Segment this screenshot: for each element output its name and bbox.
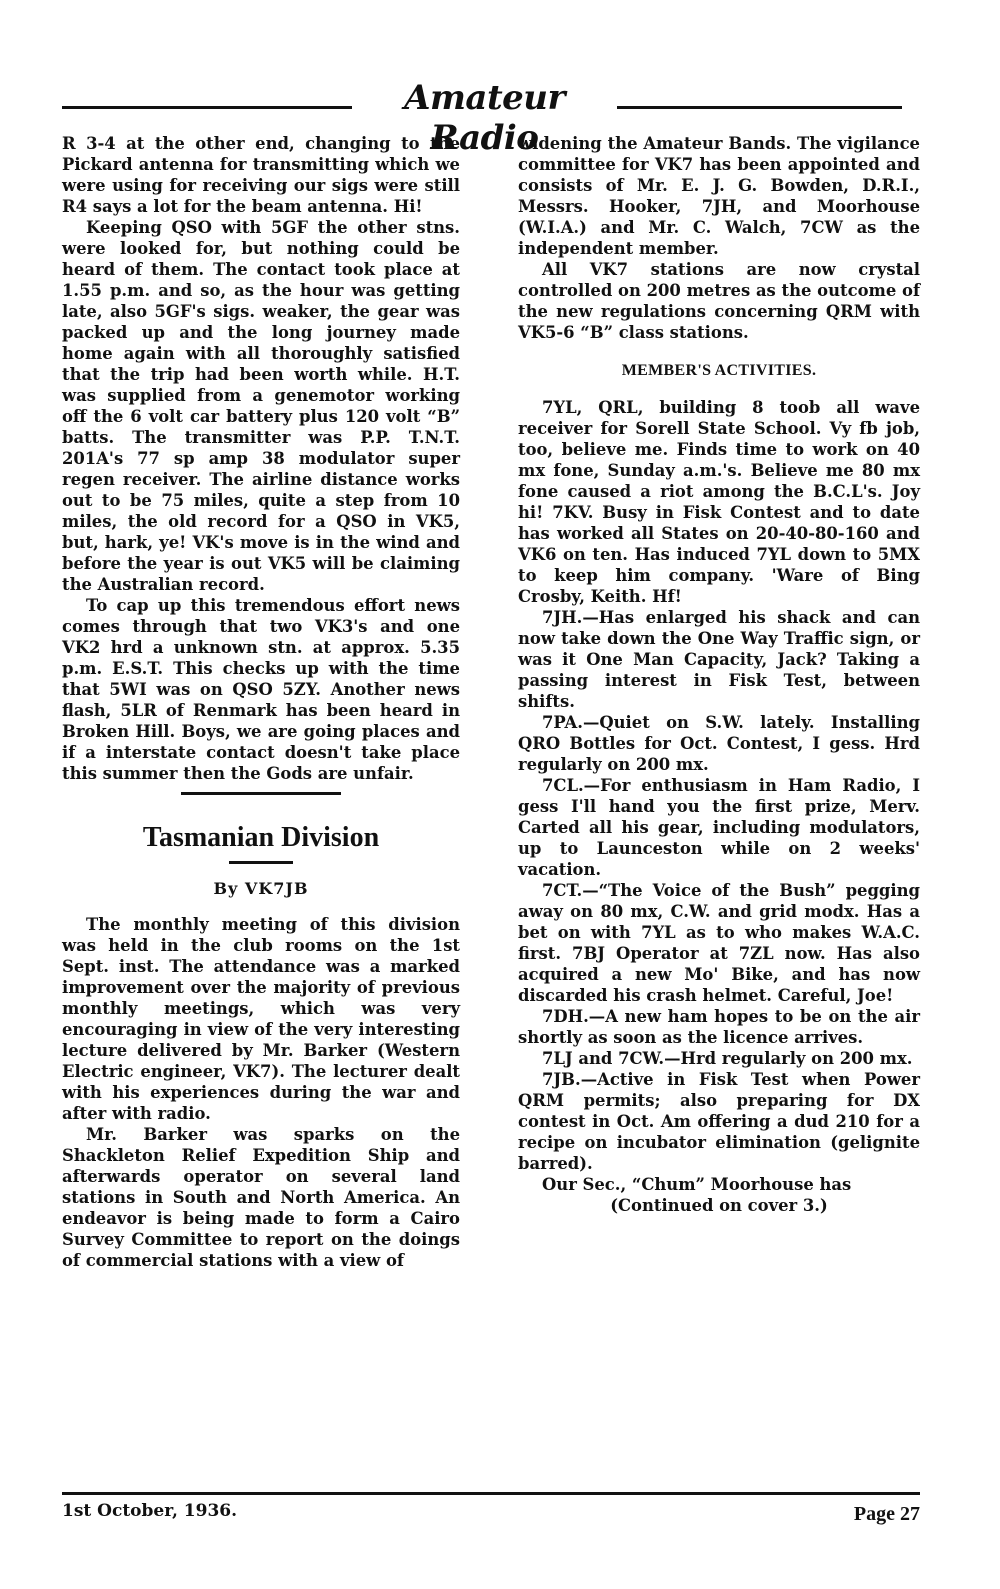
paragraph: 7PA.—Quiet on S.W. lately. Installing QRO Bottles for Oct. Contest, I gess. Hrd regularly on 200 mx. xyxy=(518,713,920,774)
footer-rule xyxy=(62,1492,920,1495)
paragraph: 7LJ and 7CW.—Hrd regularly on 200 mx. xyxy=(542,1049,913,1068)
paragraph: 7YL, QRL, building 8 toob all wave receiver for Sorell State School. Vy fb job, too, believe me. Finds time to work on 40 mx fone, Sunday a.m.'s. Believe me 80 mx fone caused a riot among the B.C.L's. Joy hi! 7KV. Busy in Fisk Contest and to date has worked all States on 20-40-80-160 and VK6 on ten. Has induced 7YL down to 5MX to keep him company. 'Ware of Bing Crosby, Keith. Hf! xyxy=(518,398,920,606)
paragraph: widening the Amateur Bands. The vigilance committee for VK7 has been appointed and consists of Mr. E. J. G. Bowden, D.R.I., Messrs. Hooker, 7JH, and Moorhouse (W.I.A.) and Mr. C. Walch, 7CW as the independent member. xyxy=(518,134,920,258)
section-divider xyxy=(181,792,341,795)
left-column xyxy=(62,133,460,1271)
paragraph: 7CT.—“The Voice of the Bush” pegging away on 80 mx, C.W. and grid modx. Has a bet on with 7YL as to who makes W.A.C. first. 7BJ Operator at 7ZL now. Has also acquired a new Mo' Bike, and has now discarded his crash helmet. Careful, Joe! xyxy=(518,881,920,1005)
paragraph: 7DH.—A new ham hopes to be on the air shortly as soon as the licence arrives. xyxy=(518,1007,920,1047)
masthead-rule-right xyxy=(617,106,902,109)
section-heading: MEMBER'S ACTIVITIES. xyxy=(621,362,817,379)
paragraph: 7CL.—For enthusiasm in Ham Radio, I gess I'll hand you the first prize, Merv. Carted all his gear, including modulators, up to Launceston while on 2 weeks' vacation. xyxy=(518,776,920,879)
paragraph: R 3-4 at the other end, changing to the Pickard antenna for transmitting which we were using for receiving our sigs were still R4 says a lot for the beam antenna. Hi! xyxy=(62,134,460,216)
paragraph: To cap up this tremendous effort news comes through that two VK3's and one VK2 hrd a unknown stn. at approx. 5.35 p.m. E.S.T. This checks up with the time that 5WI was on QSO 5ZY. Another news flash, 5LR of Renmark has been heard in Broken Hill. Boys, we are going places and if a interstate contact doesn't take place this summer then the Gods are unfair. xyxy=(62,596,460,783)
paragraph: The monthly meeting of this division was held in the club rooms on the 1st Sept. inst. The attendance was a marked improvement over the majority of previous monthly meetings, which was very encouraging in view of the very interesting lecture delivered by Mr. Barker (Western Electric engineer, VK7). The lecturer dealt with his experiences during the war and after with radio. xyxy=(62,915,460,1123)
masthead-rule-left xyxy=(62,106,352,109)
issue-date: 1st October, 1936. xyxy=(62,1501,238,1521)
paragraph: 7JH.—Has enlarged his shack and can now take down the One Way Traffic sign, or was it One Man Capacity, Jack? Taking a passing interest in Fisk Test, between shifts. xyxy=(518,608,920,711)
continued-note: (Continued on cover 3.) xyxy=(610,1196,828,1215)
masthead xyxy=(62,78,902,158)
paragraph: All VK7 stations are now crystal controlled on 200 metres as the outcome of the new regulations concerning QRM with VK5-6 “B” class stations. xyxy=(518,260,920,342)
byline: By VK7JB xyxy=(213,879,309,898)
right-column xyxy=(518,133,920,1216)
masthead-title: Amateur Radio xyxy=(404,78,565,158)
paragraph: 7JB.—Active in Fisk Test when Power QRM permits; also preparing for DX contest in Oct. Am offering a dud 210 for a recipe on incubator elimination (gelignite barred). xyxy=(518,1070,920,1173)
division-heading: Tasmanian Division xyxy=(142,822,380,853)
heading-underline xyxy=(229,861,293,864)
paragraph: Keeping QSO with 5GF the other stns. were looked for, but nothing could be heard of them. The contact took place at 1.55 p.m. and so, as the hour was getting late, also 5GF's sigs. weaker, the gear was packed up and the long journey made home again with all thoroughly satisfied that the trip had been worth while. H.T. was supplied from a genemotor working off the 6 volt car battery plus 120 volt “B” batts. The transmitter was P.P. T.N.T. 201A's 77 sp amp 38 modulator super regen receiver. The airline distance works out to be 75 miles, quite a step from 10 miles, the old record for a QSO in VK5, but, hark, ye! VK's move is in the wind and before the year is out VK5 will be claiming the Australian record. xyxy=(62,218,460,594)
paragraph: Mr. Barker was sparks on the Shackleton Relief Expedition Ship and afterwards operator on several land stations in South and North America. An endeavor is being made to form a Cairo Survey Committee to report on the doings of commercial stations with a view of xyxy=(62,1125,460,1270)
paragraph: Our Sec., “Chum” Moorhouse has xyxy=(542,1175,852,1194)
page-number: Page 27 xyxy=(853,1503,920,1525)
